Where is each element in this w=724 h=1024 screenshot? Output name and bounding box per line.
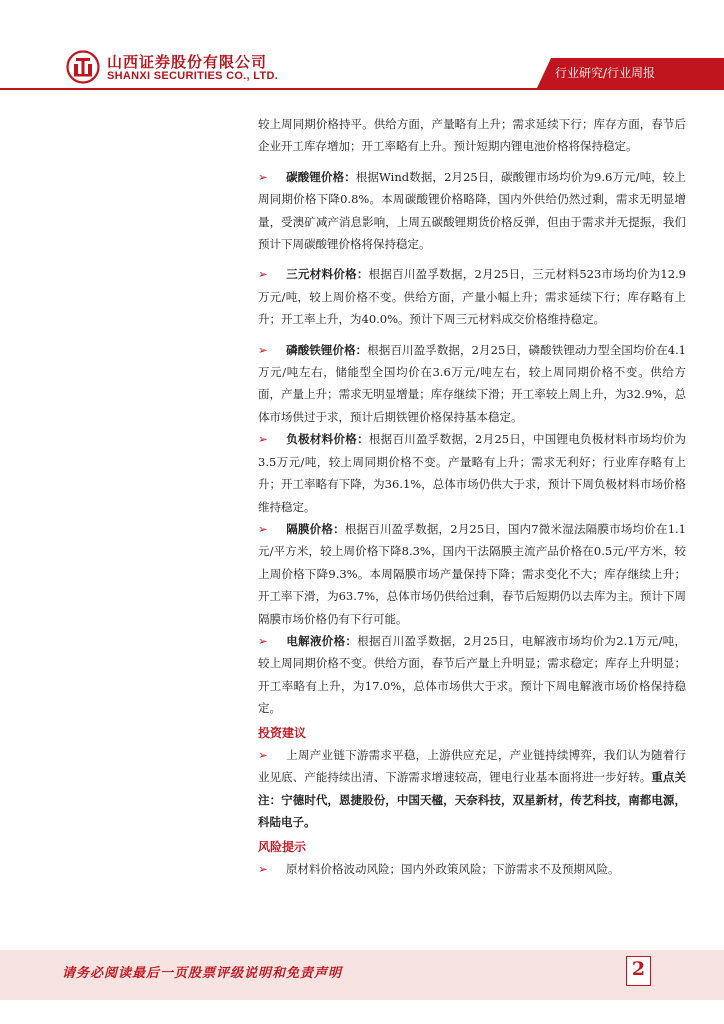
item-text: 根据百川盈孚数据，2月25日，国内7微米湿法隔膜市场均价在1.1元/平方米，较上周价格下降8.3%，国内干法隔膜主流产品价格在0.5元/平方米，较上周价格下降9.3%。本周隔膜市场产量保持下降；需求变化不大；库存继续上升；开工率下滑，为63.7%，总体市场仍供给过剩，春节后短期仍以去库为主。预计下周隔膜市场价格仍有下行可能。: [258, 521, 686, 626]
arrow-bullet-icon: ➢: [258, 342, 268, 357]
investment-advice-text: 上周产业链下游需求平稳，上游供应充足，产业链持续博弈，我们认为随着行业见底、产能持续出清、下游需求增速较高，锂电行业基本面将进一步好转。: [258, 747, 686, 785]
item-label: 电解液价格：: [286, 633, 358, 648]
company-name-cn: 山西证券股份有限公司: [107, 53, 268, 71]
item-text: 根据百川盈孚数据，2月25日，中国锂电负极材料市场均价为3.5万元/吨，较上周同期价格不变。产量略有上升；需求无利好；行业库存略有上升；开工率略有下降，为36.1%，总体市场仍供大于求，预计下周负极材料市场价格维持稳定。: [258, 432, 687, 514]
arrow-bullet-icon: ➢: [258, 169, 268, 184]
item-label: 负极材料价格：: [286, 432, 369, 447]
list-item-ternary-material: [258, 263, 686, 330]
list-item-separator: [258, 518, 686, 630]
list-item-anode-material: [258, 428, 686, 518]
list-item-electrolyte: [258, 630, 686, 720]
list-item-lithium-carbonate: [258, 166, 686, 256]
arrow-bullet-icon: ➢: [258, 267, 268, 282]
item-label: 三元材料价格：: [286, 267, 369, 282]
page-number: 2: [631, 958, 646, 980]
header-divider: [0, 88, 724, 90]
risk-warning-heading: 风险提示: [258, 839, 307, 854]
risk-warning-text: 原材料价格波动风险；国内外政策风险；下游需求不及预期风险。: [286, 862, 620, 876]
item-text: 根据百川盈孚数据，2月25日，电解液市场均价为2.1万元/吨，较上周同期价格不变。供给方面，春节后产量上升明显；需求稳定；库存上升明显；开工率略有上升，为17.0%，总体市场供大于求。预计下周电解液市场价格保持稳定。: [258, 633, 686, 716]
arrow-bullet-icon: ➢: [258, 747, 268, 762]
report-body: [258, 113, 686, 880]
company-name-en: SHANXI SECURITIES CO., LTD.: [107, 70, 279, 82]
report-type-label: 行业研究/行业周报: [555, 66, 656, 80]
item-label: 隔膜价格：: [286, 521, 345, 536]
key-stocks-text: 重点关注：宁德时代，恩捷股份，中国天楹，天奈科技，双星新材，传艺科技，南都电源，科陆电子。: [258, 770, 686, 830]
item-text: 根据百川盈孚数据，2月25日，三元材料523市场均价为12.9万元/吨，较上周价格不变。供给方面，产量小幅上升；需求延续下行；库存略有上升；开工率上升，为40.0%。预计下周三元材料成交价格维持稳定。: [258, 267, 686, 327]
item-text: 根据Wind数据，2月25日，碳酸锂市场均价为9.6万元/吨，较上周同期价格下降0.8%。本周碳酸锂价格略降，国内外供给仍然过剩，需求无明显增量，受澳矿减产消息影响，上周五碳酸锂期货价格反弹，但由于需求并无提振，我们预计下周碳酸锂价格将保持稳定。: [258, 169, 686, 252]
shanxi-securities-logo-icon: [66, 50, 100, 84]
arrow-bullet-icon: ➢: [258, 862, 268, 876]
list-item-lfp: [258, 339, 686, 429]
disclaimer-notice: 请务必阅读最后一页股票评级说明和免责声明: [62, 966, 343, 981]
arrow-bullet-icon: ➢: [258, 633, 268, 648]
arrow-bullet-icon: ➢: [258, 432, 268, 447]
item-label: 碳酸锂价格：: [286, 169, 356, 184]
investment-advice-paragraph: [258, 744, 686, 834]
investment-advice-heading: 投资建议: [258, 725, 307, 740]
arrow-bullet-icon: ➢: [258, 521, 268, 536]
intro-paragraph: 较上周同期价格持平。供给方面，产量略有上升；需求延续下行；库存方面，春节后企业开工库存增加；开工率略有上升。预计短期内锂电池价格将保持稳定。: [258, 117, 686, 154]
item-text: 根据百川盈孚数据，2月25日，磷酸铁锂动力型全国均价在4.1万元/吨左右，储能型全国均价在3.6万元/吨左右，较上周同期价格不变。供给方面，产量上升；需求无明显增量；库存继续下滑；开工率较上周上升，为32.9%，总体市场供过于求，预计后期铁锂价格保持基本稳定。: [258, 342, 686, 424]
risk-warning-paragraph: [258, 858, 686, 880]
page-header: [0, 0, 724, 90]
item-label: 磷酸铁锂价格：: [286, 342, 368, 357]
